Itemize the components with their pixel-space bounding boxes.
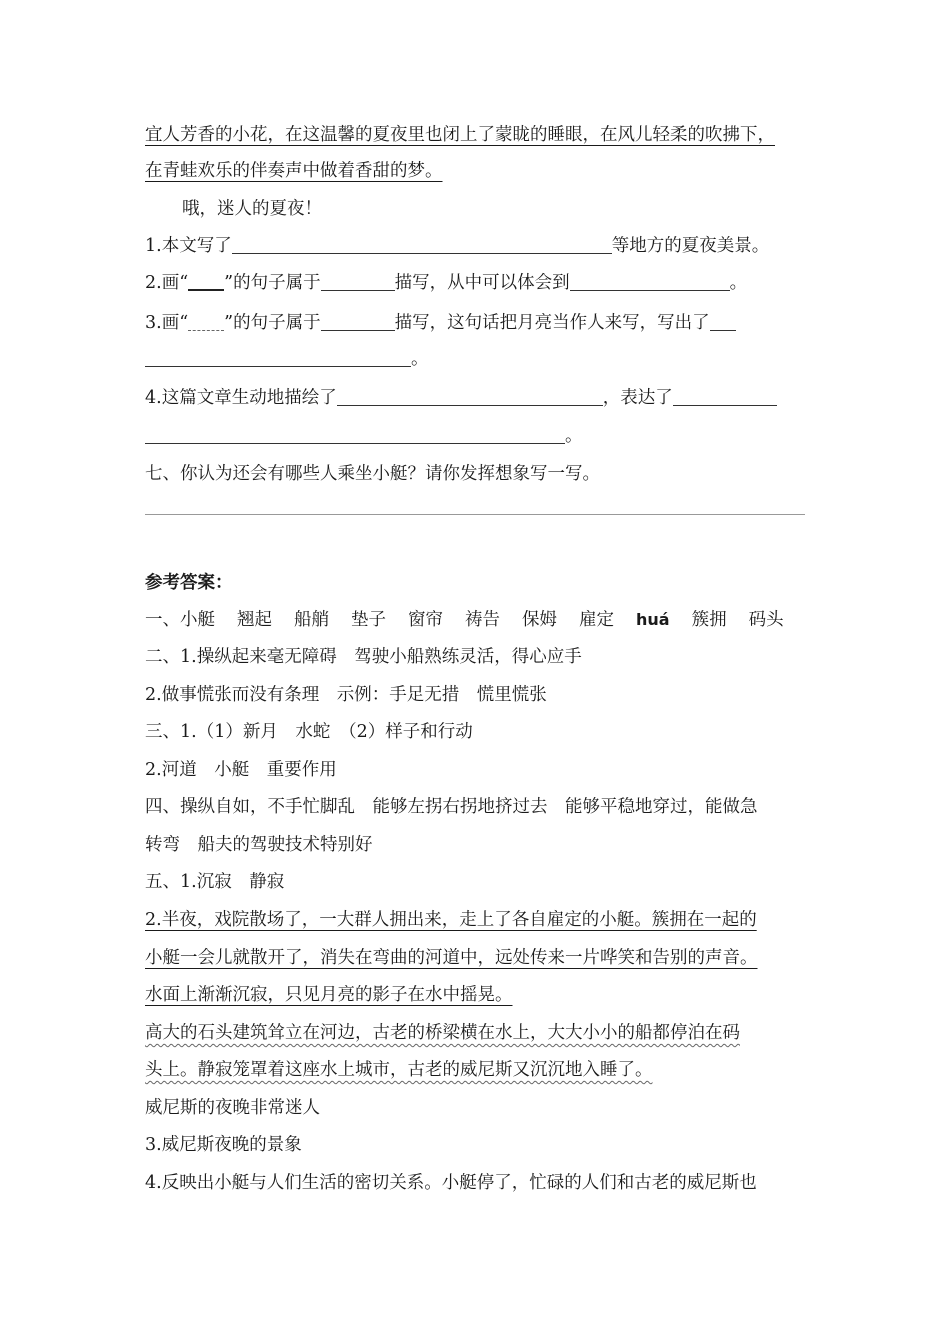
a1-word: 祷告 — [465, 610, 500, 630]
answer-5-4: 4.反映出小艇与人们生活的密切关系。小艇停了，忙碌的人们和古老的威尼斯也 — [145, 1173, 757, 1193]
q2-end: 。 — [729, 273, 748, 293]
q3-mark-sample — [188, 312, 224, 331]
passage-line-3: 哦，迷人的夏夜！ — [182, 199, 322, 219]
answer-5-2-line-5: 头上。静寂笼罩着这座水上城市，古老的威尼斯又沉沉地入睡了。 — [145, 1060, 653, 1080]
q4-blank-1[interactable] — [337, 387, 603, 406]
q2-blank-2[interactable] — [570, 272, 730, 291]
answer-3-1: 三、1.（1）新月 水蛇 （2）样子和行动 — [145, 722, 473, 742]
q3-mid: ”的句子属于 — [224, 313, 321, 333]
answer-2-1: 二、1.操纵起来毫无障碍 驾驶小船熟练灵活，得心应手 — [145, 647, 582, 667]
answers-heading: 参考答案： — [145, 573, 233, 593]
a1-label: 一、 — [145, 610, 180, 630]
q1-prefix: 1.本文写了 — [145, 236, 232, 256]
answer-5-1: 五、1.沉寂 静寂 — [145, 872, 285, 892]
q3-blank-2[interactable] — [710, 312, 736, 331]
q4-end: 。 — [565, 426, 583, 446]
q7-answer-line[interactable] — [145, 514, 805, 515]
q1-blank[interactable] — [232, 235, 612, 254]
answer-1 — [145, 607, 810, 633]
a1-word: 小艇 — [180, 610, 215, 630]
q4-blank-3[interactable] — [145, 425, 565, 444]
question-3-cont — [145, 346, 810, 372]
a1-word: 船艄 — [294, 610, 329, 630]
q2-mark-sample — [188, 271, 224, 291]
answer-2-2: 2.做事慌张而没有条理 示例：手足无措 慌里慌张 — [145, 685, 547, 705]
passage-line-1: 宜人芳香的小花，在这温馨的夏夜里也闭上了蒙眬的睡眼，在风儿轻柔的吹拂下， — [145, 125, 775, 145]
q2-mid: ”的句子属于 — [224, 273, 321, 293]
answer-5-2-line-1: 2.半夜，戏院散场了，一大群人拥出来，走上了各自雇定的小艇。簇拥在一起的 — [145, 910, 757, 930]
q4-mid: ，表达了 — [602, 388, 673, 408]
q1-suffix: 等地方的夏夜美景。 — [611, 236, 770, 256]
q2-prefix: 2.画“ — [145, 273, 189, 293]
q4-prefix: 4.这篇文章生动地描绘了 — [145, 388, 337, 408]
q3-prefix: 3.画“ — [145, 313, 189, 333]
q2-blank-1[interactable] — [321, 272, 395, 291]
answer-5-2-line-3: 水面上渐渐沉寂，只见月亮的影子在水中摇晃。 — [145, 985, 513, 1005]
answer-5-2-line-6: 威尼斯的夜晚非常迷人 — [145, 1098, 320, 1118]
answer-4-2: 转弯 船夫的驾驶技术特别好 — [145, 835, 373, 855]
a1-word: 翘起 — [237, 610, 272, 630]
answer-5-2-line-2: 小艇一会儿就散开了，消失在弯曲的河道中，远处传来一片哗笑和告别的声音。 — [145, 948, 758, 968]
answer-3-2: 2.河道 小艇 重要作用 — [145, 760, 337, 780]
question-4-cont — [145, 423, 810, 449]
a1-word: 簇拥 — [691, 610, 727, 630]
question-4 — [145, 385, 810, 411]
a1-word: 保姆 — [522, 610, 557, 630]
a1-word: 垫子 — [351, 610, 386, 630]
q2-mid2: 描写，从中可以体会到 — [394, 273, 570, 293]
answer-5-3: 3.威尼斯夜晚的景象 — [145, 1135, 302, 1155]
answer-5-2-line-4: 高大的石头建筑耸立在河边，古老的桥梁横在水上，大大小小的船都停泊在码 — [145, 1023, 740, 1043]
q3-blank-1[interactable] — [321, 312, 395, 331]
a1-word: 雇定 — [579, 610, 614, 630]
a1-word-pinyin: huá — [636, 610, 670, 629]
question-2 — [145, 270, 810, 296]
question-7: 七、你认为还会有哪些人乘坐小艇？请你发挥想象写一写。 — [145, 464, 600, 484]
q3-end: 。 — [411, 349, 429, 369]
answer-4-1: 四、操纵自如，不手忙脚乱 能够左拐右拐地挤过去 能够平稳地穿过，能做急 — [145, 797, 758, 817]
passage-line-2: 在青蛙欢乐的伴奏声中做着香甜的梦。 — [145, 161, 443, 181]
a1-word: 码头 — [748, 610, 784, 630]
question-3 — [145, 310, 810, 336]
q3-blank-3[interactable] — [145, 348, 411, 367]
question-1 — [145, 233, 810, 259]
a1-word: 窗帘 — [408, 610, 443, 630]
q3-mid2: 描写，这句话把月亮当作人来写，写出了 — [394, 313, 710, 333]
q4-blank-2[interactable] — [673, 387, 777, 406]
